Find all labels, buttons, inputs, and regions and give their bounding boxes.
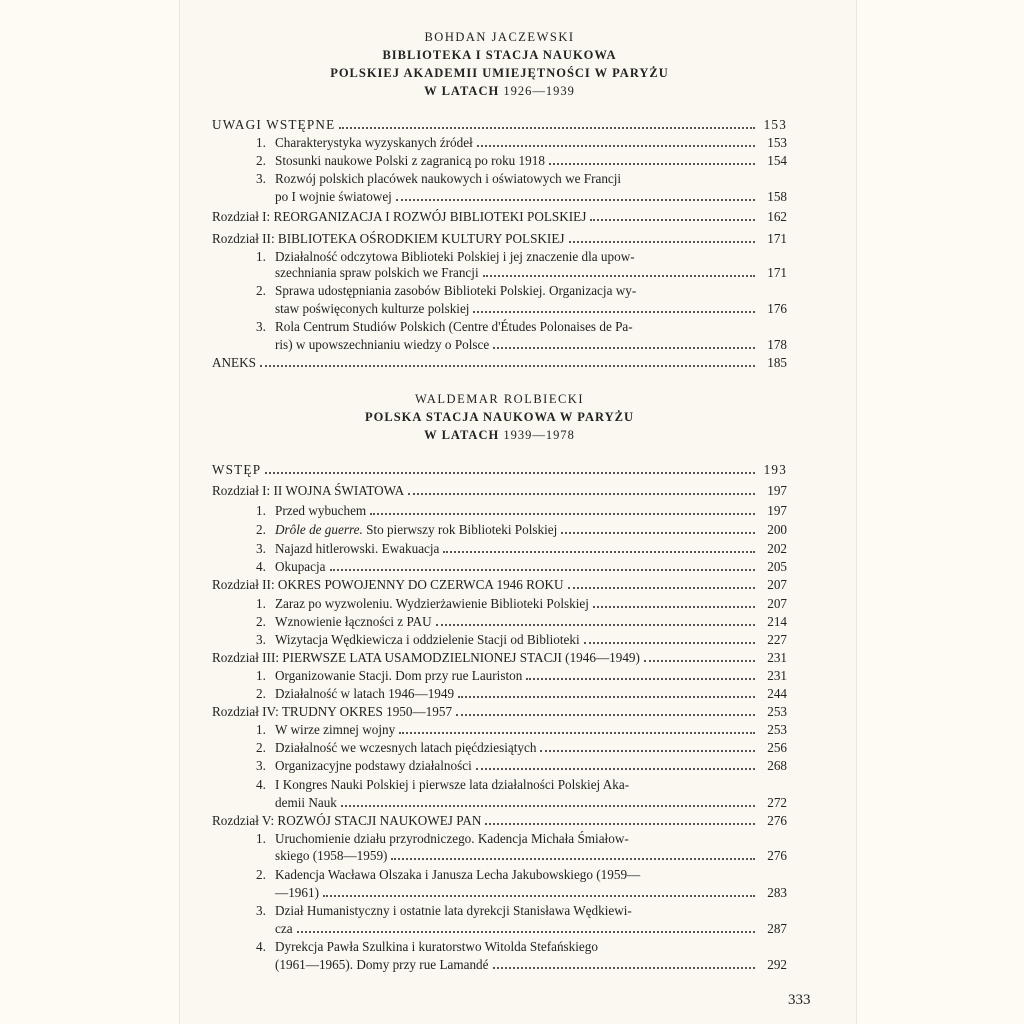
toc-entry[interactable]: 4. I Kongres Nauki Polskiej i pierwsze lata działalności Polskiej Aka-	[256, 777, 630, 792]
toc-chapter[interactable]: Rozdział V: ROZWÓJ STACJI NAUKOWEJ PAN 276	[212, 813, 787, 828]
toc-entry[interactable]: 1. Organizowanie Stacji. Dom przy rue Lauriston 231	[256, 668, 787, 683]
toc-entry[interactable]: 1. Charakterystyka wyzyskanych źródeł 153	[256, 135, 787, 150]
toc-entry[interactable]: ANEKS 185	[212, 355, 787, 370]
page-number: 333	[788, 992, 811, 1008]
toc-entry[interactable]: 3. Najazd hitlerowski. Ewakuacja 202	[256, 541, 787, 556]
section2-title-line2: W LATACH 1939—1978	[424, 428, 575, 442]
toc-chapter[interactable]: Rozdział I: II WOJNA ŚWIATOWA 197	[212, 483, 787, 498]
section2-author: WALDEMAR ROLBIECKI	[414, 392, 584, 406]
toc-chapter[interactable]: Rozdział IV: TRUDNY OKRES 1950—1957 253	[212, 704, 787, 719]
toc-entry-continuation[interactable]: skiego (1958—1959) 276	[275, 848, 787, 863]
section1-years: 1926—1939	[503, 84, 575, 98]
toc-entry[interactable]: 2. Stosunki naukowe Polski z zagranicą po roku 1918 154	[256, 153, 787, 168]
toc-entry[interactable]: 1. Zaraz po wyzwoleniu. Wydzierżawienie Biblioteki Polskiej 207	[256, 596, 787, 611]
toc-entry[interactable]: 2. Działalność w latach 1946—1949 244	[256, 686, 787, 701]
toc-entry[interactable]: 3. Organizacyjne podstawy działalności 268	[256, 758, 787, 773]
toc-entry[interactable]: 1. W wirze zimnej wojny 253	[256, 722, 787, 737]
section2-title-line1: POLSKA STACJA NAUKOWA W PARYŻU	[365, 410, 634, 424]
toc-entry[interactable]: 2. Działalność we wczesnych latach pięćdziesiątych 256	[256, 740, 787, 755]
toc-entry[interactable]: 3. Wizytacja Wędkiewicza i oddzielenie Stacji od Biblioteki 227	[256, 632, 787, 647]
toc-entry[interactable]: 3. Rola Centrum Studiów Polskich (Centre d'Études Polonaises de Pa-	[256, 319, 633, 334]
toc-entry[interactable]: 1. Uruchomienie działu przyrodniczego. Kadencja Michała Śmiałow-	[256, 831, 629, 846]
toc-entry[interactable]: WSTĘP 193	[212, 462, 787, 477]
section1-title-line1: BIBLIOTEKA I STACJA NAUKOWA	[382, 48, 617, 62]
toc-chapter[interactable]: Rozdział III: PIERWSZE LATA USAMODZIELNIONEJ STACJI (1946—1949) 231	[212, 650, 787, 665]
toc-entry[interactable]: 3. Rozwój polskich placówek naukowych i oświatowych we Francji	[256, 171, 622, 186]
toc-entry[interactable]: 3. Dział Humanistyczny i ostatnie lata dyrekcji Stanisława Wędkiewi-	[256, 903, 632, 918]
toc-chapter[interactable]: Rozdział I: REORGANIZACJA I ROZWÓJ BIBLIOTEKI POLSKIEJ 162	[212, 209, 787, 224]
toc-entry[interactable]: 4. Dyrekcja Pawła Szulkina i kuratorstwo Witolda Stefańskiego	[256, 939, 598, 954]
section1-title-line2: POLSKIEJ AKADEMII UMIEJĘTNOŚCI W PARYŻU	[330, 66, 669, 80]
toc-entry-continuation[interactable]: (1961—1965). Domy przy rue Lamandé 292	[275, 957, 787, 972]
toc-entry-continuation[interactable]: staw poświęconych kulturze polskiej 176	[275, 301, 787, 316]
toc-entry[interactable]: 4. Okupacja 205	[256, 559, 787, 574]
toc-entry-continuation[interactable]: ris) w upowszechnianiu wiedzy o Polsce 178	[275, 337, 787, 352]
toc-entry-continuation[interactable]: demii Nauk 272	[275, 795, 787, 810]
section1-author: BOHDAN JACZEWSKI	[424, 30, 575, 44]
toc-chapter[interactable]: Rozdział II: OKRES POWOJENNY DO CZERWCA 1946 ROKU 207	[212, 577, 787, 592]
section1-title-line3: W LATACH 1926—1939	[424, 84, 575, 98]
toc-entry[interactable]: 2. Kadencja Wacława Olszaka i Janusza Lecha Jakubowskiego (1959—	[256, 867, 641, 882]
section2-heading	[212, 390, 787, 444]
toc-entry-continuation[interactable]: —1961) 283	[275, 885, 787, 900]
toc-entry-continuation[interactable]: cza 287	[275, 921, 787, 936]
toc-entry[interactable]: 1. Działalność odczytowa Biblioteki Polskiej i jej znaczenie dla upow-	[256, 249, 635, 264]
toc-entry[interactable]: 2. Sprawa udostępniania zasobów Biblioteki Polskiej. Organizacja wy-	[256, 283, 637, 298]
section2-years: 1939—1978	[503, 428, 575, 442]
toc-entry[interactable]: 2. Wznowienie łączności z PAU 214	[256, 614, 787, 629]
toc-entry[interactable]: UWAGI WSTĘPNE 153	[212, 117, 787, 132]
toc-entry-continuation[interactable]: szechniania spraw polskich we Francji 171	[275, 265, 787, 280]
toc-entry[interactable]: 1. Przed wybuchem 197	[256, 503, 787, 518]
toc-entry-continuation[interactable]: po I wojnie światowej 158	[275, 189, 787, 204]
toc-chapter[interactable]: Rozdział II: BIBLIOTEKA OŚRODKIEM KULTURY POLSKIEJ 171	[212, 231, 787, 246]
section1-heading	[212, 28, 787, 100]
toc-entry[interactable]: 2. Drôle de guerre. Sto pierwszy rok Biblioteki Polskiej 200	[256, 522, 787, 537]
